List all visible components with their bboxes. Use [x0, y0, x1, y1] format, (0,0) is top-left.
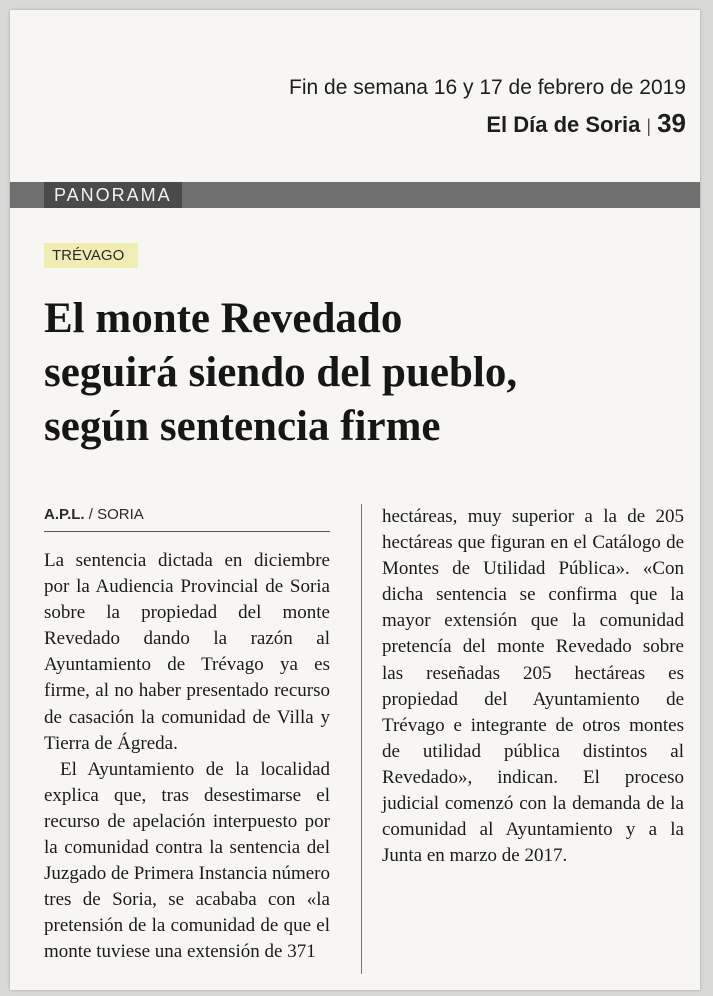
article-paragraph-2: El Ayuntamiento de la localidad explica que, tras desestimarse el recurso de apelación interpuesto por la comunidad contra la sentencia del Juzgado de Primera Instancia número tres de Soria, se acababa con «la pretensión de la comunidad de que el monte tuviese una extensión de 371 — [44, 758, 330, 963]
headline — [44, 292, 684, 454]
section-bar — [10, 182, 700, 208]
article-column-1 — [44, 548, 330, 966]
section-label: PANORAMA — [44, 182, 182, 208]
article-paragraph-1: La sentencia dictada en diciembre por la Audiencia Provincial de Soria sobre la propiedad del monte Revedado dando la razón al Ayuntamiento de Trévago ya es firme, al no haber presentado recurso de casación la comunidad de Villa y Tierra de Ágreda. — [44, 550, 330, 754]
header-separator: | — [646, 116, 652, 136]
publication-name: El Día de Soria — [486, 112, 641, 137]
article-paragraph-2-continued: hectáreas, muy superior a la de 205 hectáreas que figuran en el Catálogo de Montes de Utilidad Pública». «Con dicha sentencia se confirma que la mayor extensión que la comunidad pretencía del monte Revedado sobre las reseñadas 205 hectáreas es propiedad del Ayuntamiento de Trévago e integrante de otros montes de utilidad pública distintos al Revedado», indican. El proceso judicial comenzó con la demanda de la comunidad al Ayuntamiento y a la Junta en marzo de 2017. — [382, 506, 684, 867]
headline-line-1: El monte Revedado — [44, 295, 403, 342]
article-column-2 — [382, 504, 684, 869]
headline-line-3: según sentencia firme — [44, 403, 441, 450]
headline-line-2: seguirá siendo del pueblo, — [44, 349, 518, 396]
page-number: 39 — [657, 108, 686, 138]
byline-place: / SORIA — [84, 506, 144, 523]
byline — [44, 506, 330, 532]
byline-author: A.P.L. — [44, 506, 85, 523]
issue-date: Fin de semana 16 y 17 de febrero de 2019 — [289, 76, 686, 99]
location-tag: TRÉVAGO — [44, 243, 138, 268]
publication-header — [486, 108, 686, 139]
column-divider — [361, 504, 362, 974]
newspaper-page — [10, 10, 700, 990]
